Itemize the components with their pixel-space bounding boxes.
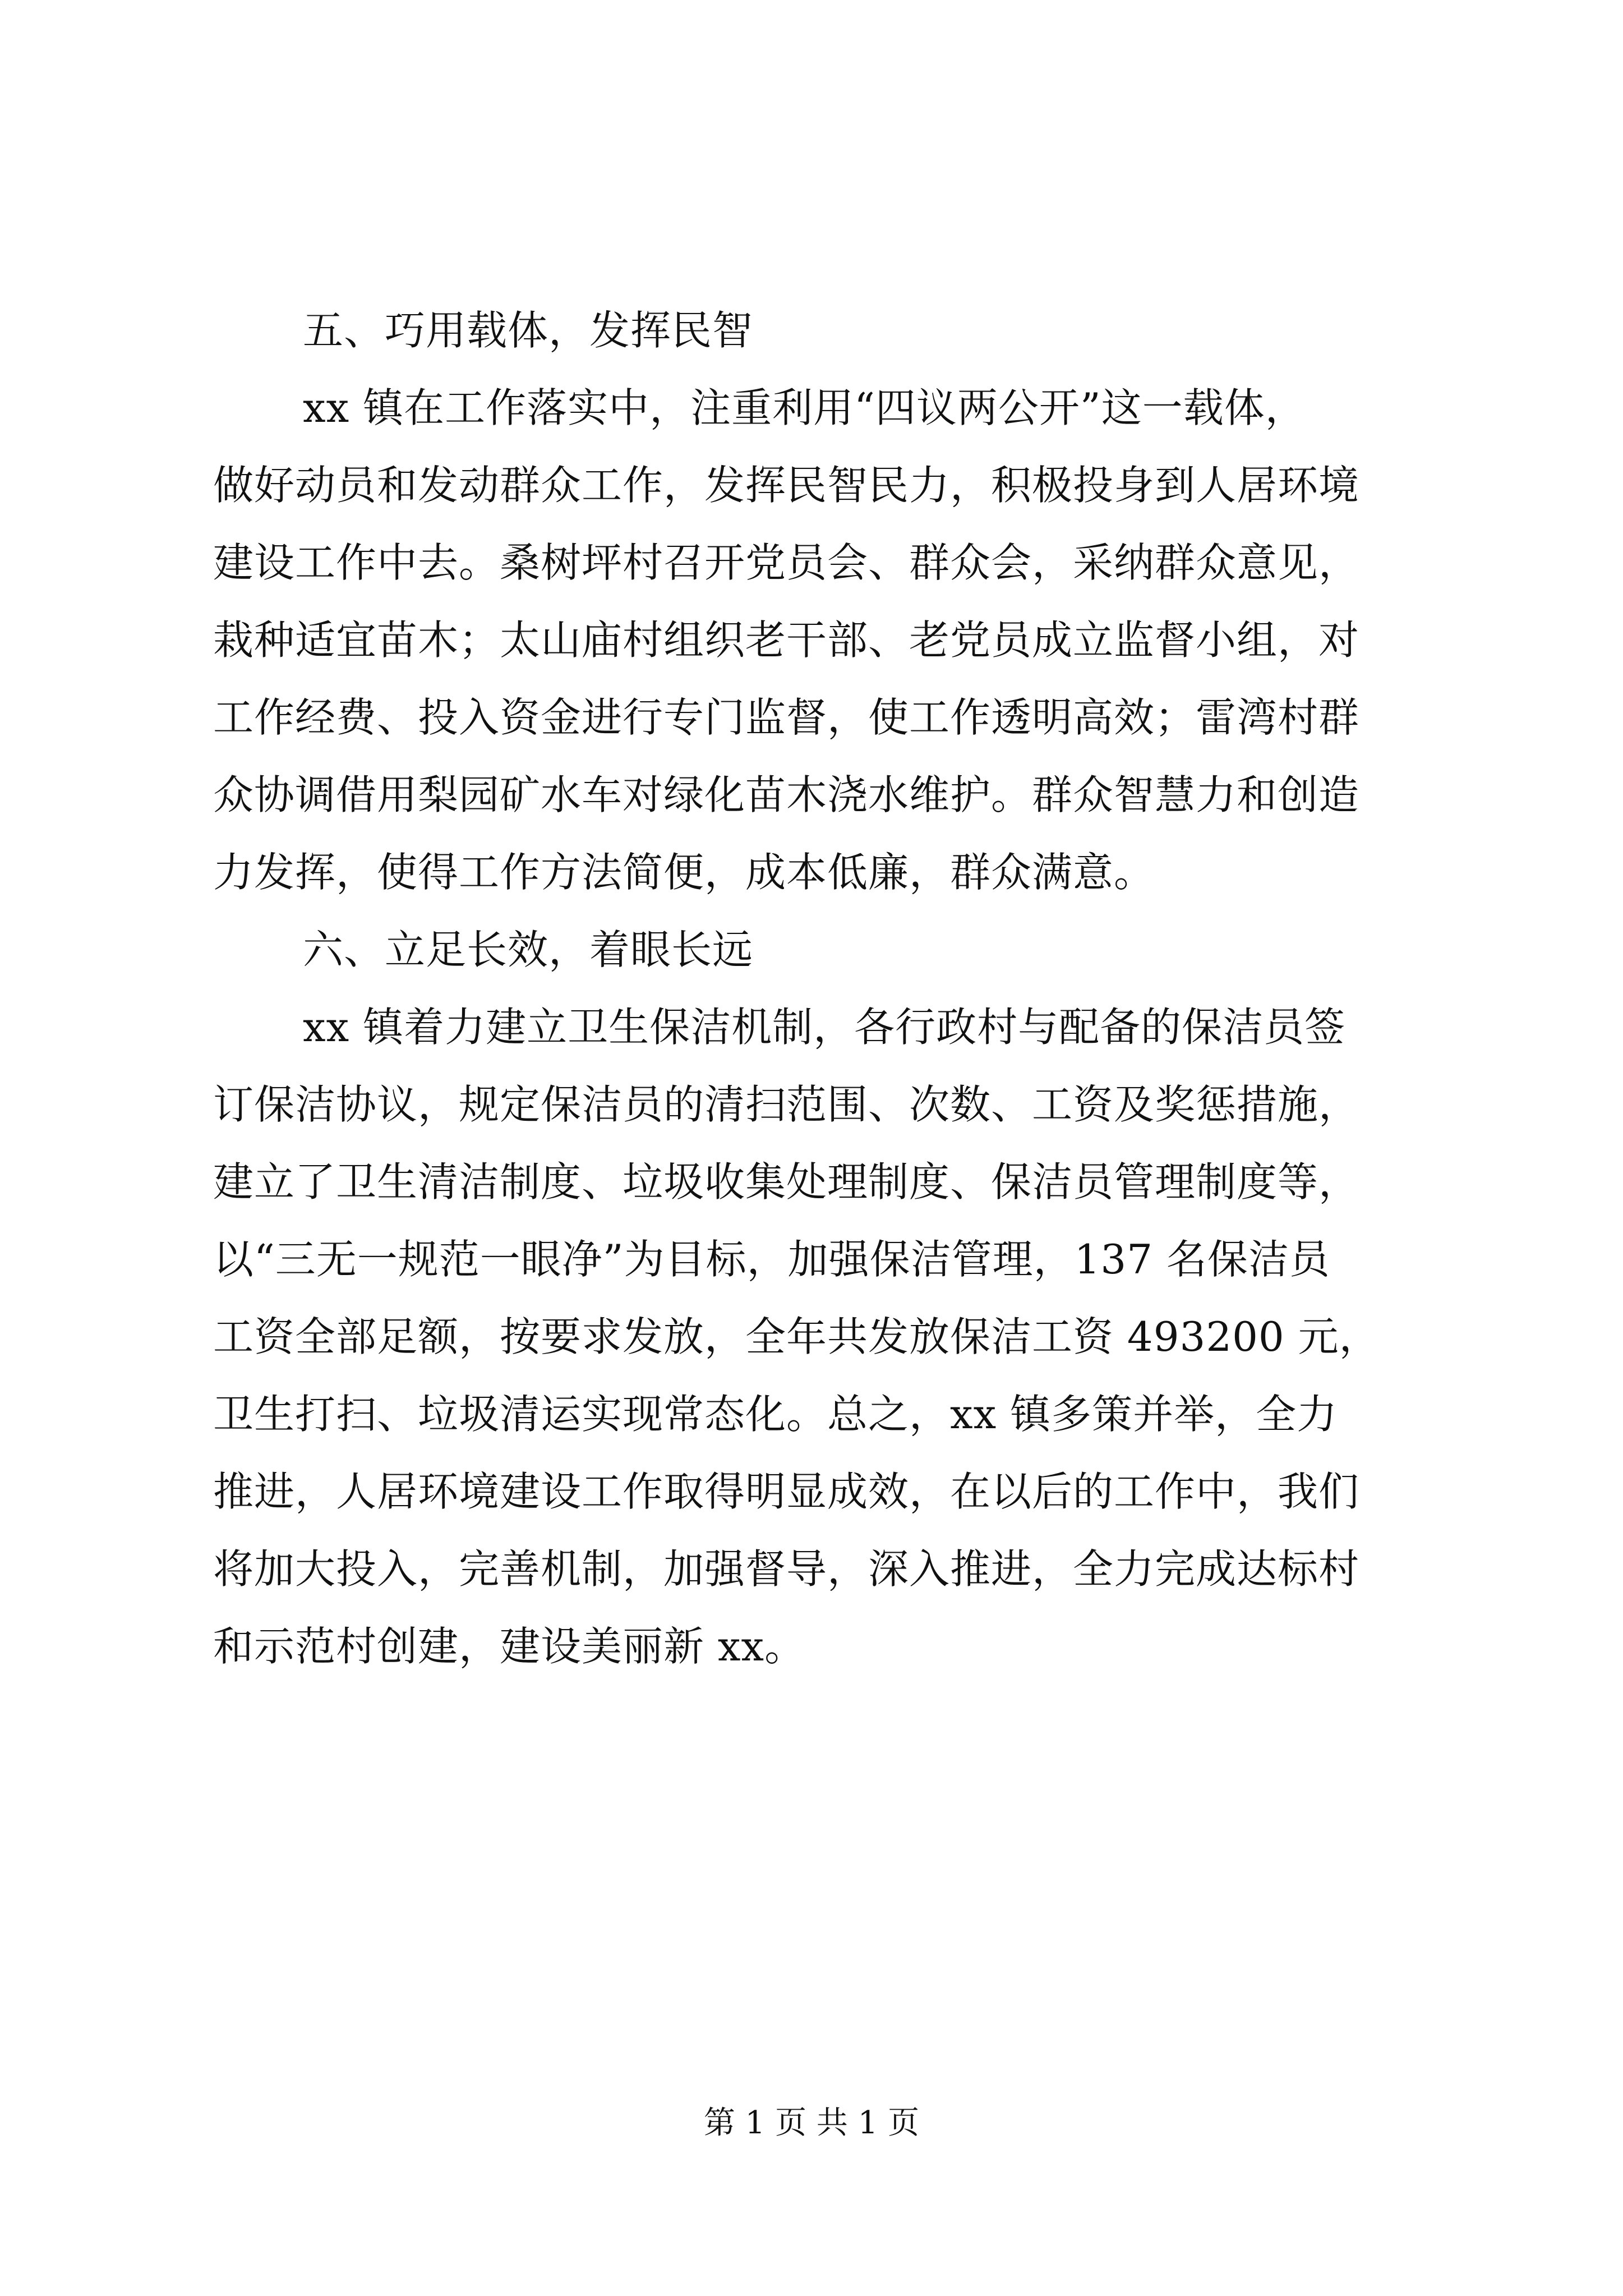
paragraph-line: 做好动员和发动群众工作，发挥民智民力，积极投身到人居环境 — [213, 462, 1360, 509]
paragraph-line: xx 镇在工作落实中，注重利用“四议两公开”这一载体， — [303, 384, 1306, 431]
paragraph-line: 工作经费、投入资金进行专门监督，使工作透明高效；雷湾村群 — [213, 694, 1360, 741]
paragraph-line: xx 镇着力建立卫生保洁机制，各行政村与配备的保洁员签 — [303, 1004, 1346, 1051]
paragraph-line: 将加大投入，完善机制，加强督导，深入推进，全力完成达标村 — [213, 1545, 1360, 1593]
paragraph-line: 建设工作中去。桑树坪村召开党员会、群众会，采纳群众意见， — [213, 539, 1360, 586]
section-heading: 五、巧用载体，发挥民智 — [303, 307, 754, 354]
document-body — [213, 292, 1419, 1685]
paragraph-line: 建立了卫生清洁制度、垃圾收集处理制度、保洁员管理制度等， — [213, 1158, 1360, 1205]
paragraph-line: 和示范村创建，建设美丽新 xx。 — [213, 1623, 806, 1670]
paragraph-line: 以“三无一规范一眼净”为目标，加强保洁管理，137 名保洁员 — [213, 1236, 1330, 1283]
paragraph-line: 推进，人居环境建设工作取得明显成效，在以后的工作中，我们 — [213, 1468, 1360, 1515]
paragraph-line: 订保洁协议，规定保洁员的清扫范围、次数、工资及奖惩措施， — [213, 1081, 1360, 1128]
paragraph-line: 卫生打扫、垃圾清运实现常态化。总之，xx 镇多策并举，全力 — [213, 1391, 1338, 1438]
page-number-footer: 第 1 页 共 1 页 — [703, 2105, 920, 2141]
section-heading: 六、立足长效，着眼长远 — [303, 926, 754, 973]
paragraph-line: 栽种适宜苗木；太山庙村组织老干部、老党员成立监督小组，对 — [213, 616, 1360, 664]
paragraph-line: 力发挥，使得工作方法简便，成本低廉，群众满意。 — [213, 849, 1155, 896]
paragraph-line: 众协调借用梨园矿水车对绿化苗木浇水维护。群众智慧力和创造 — [213, 771, 1360, 818]
paragraph-line: 工资全部足额，按要求发放，全年共发放保洁工资 493200 元， — [213, 1313, 1380, 1360]
